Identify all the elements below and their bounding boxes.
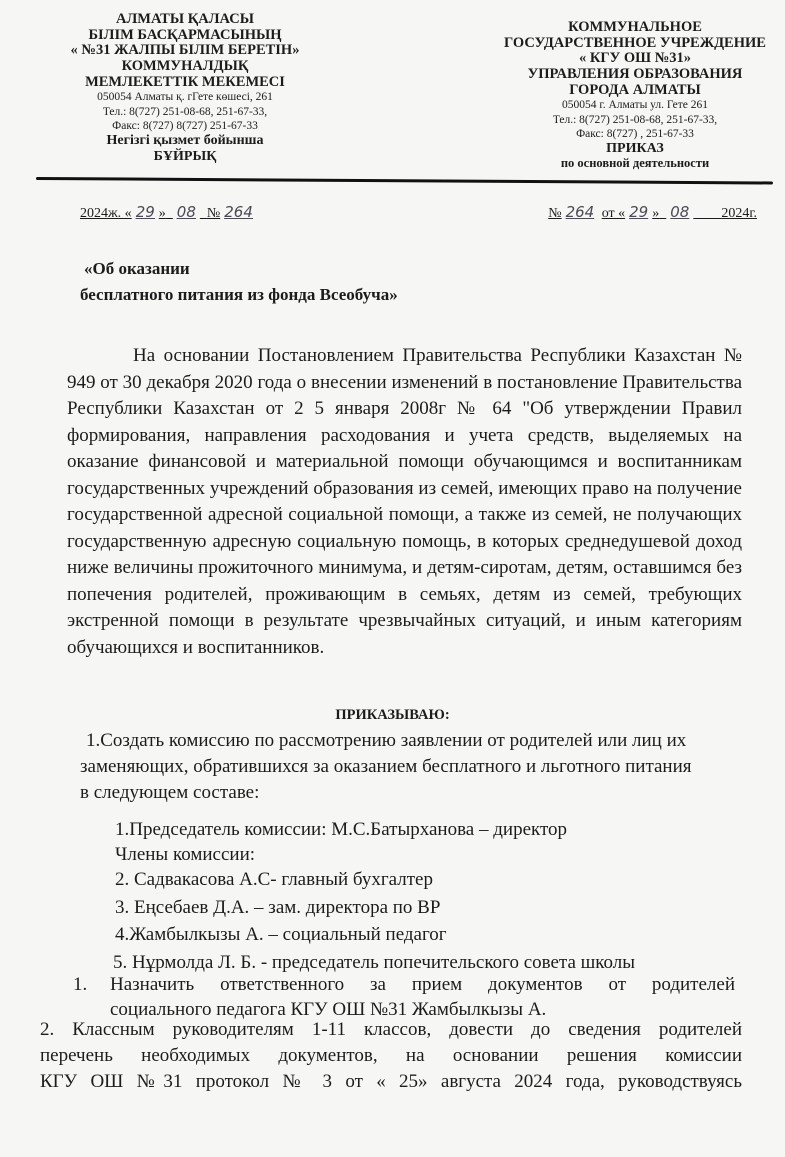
item1-line: 1.Создать комиссию по рассмотрению заявлении от родителей или лиц их — [86, 730, 687, 751]
item3-line: перечень необходимых документов, на основании решения комиссии — [40, 1045, 742, 1066]
commission-members-label: Члены комиссии: — [115, 843, 256, 865]
commission-member: 2. Садвакасова А.С- главный бухгалтер — [115, 869, 433, 890]
dateline-right-number: 264 — [565, 203, 595, 221]
dateline-right-day: 29 — [629, 203, 649, 221]
dateline-left-month: 08 — [176, 203, 196, 221]
dateline-left-day: 29 — [135, 203, 155, 221]
item3-line: 2. Классным руководителям 1-11 классов, довести до сведения родителей — [40, 1019, 742, 1040]
dateline-left-prefix: 2024ж. « — [80, 206, 132, 221]
title-line-2: бесплатного питания из фонда Всеобуча» — [80, 284, 398, 304]
header-left-line: МЕМЛЕКЕТТІК МЕКЕМЕСІ — [85, 73, 285, 90]
item2-line: Назначить ответственного за прием документов от родителей — [110, 974, 735, 995]
document-title — [80, 256, 398, 307]
dateline-left-no-label: № — [206, 206, 221, 221]
dateline-right-no-label: № — [548, 206, 562, 221]
item1-line: в следующем составе: — [80, 782, 260, 803]
header-right-line: « КГУ ОШ №31» — [578, 50, 692, 67]
dateline-left-number: 264 — [224, 203, 253, 221]
item2-number: 1. — [73, 974, 88, 995]
item1-line: заменяющих, обратившихся за оказанием бесплатного и льготного питания — [80, 756, 692, 777]
header-right-address: 050054 г. Алматы ул. Гете 261 — [561, 99, 709, 112]
header-left-address: 050054 Алматы қ. гГете көшесі, 261 — [97, 91, 273, 104]
order-item-2 — [73, 972, 735, 1022]
header-divider — [36, 177, 773, 185]
header-left-phone: Тел.: 8(727) 251-08-68, 251-67-33, — [102, 105, 268, 118]
title-line-1: «Об оказании — [84, 259, 190, 278]
dateline-right-quote: » — [652, 206, 660, 221]
header-left-activity: Негізгі қызмет бойынша — [106, 133, 264, 149]
dateline-right-year: 2024г. — [721, 206, 757, 221]
header-left-doctype: БҰЙРЫҚ — [153, 148, 217, 164]
commission-chair: 1.Председатель комиссии: М.С.Батырханова – директор — [115, 819, 568, 840]
preamble — [67, 343, 742, 661]
header-russian — [495, 20, 775, 170]
dateline-left-quote: » — [158, 206, 166, 221]
dateline-kazakh — [80, 203, 257, 222]
commission-member: 5. Нұрмолда Л. Б. - председатель попечительского совета школы — [113, 951, 636, 973]
commission-list — [115, 818, 635, 975]
dateline-russian — [548, 203, 757, 222]
item3-line: КГУ ОШ №31 протокол № 3 от « 25» августа 2024 года, руководствуясь — [40, 1071, 742, 1092]
header-kazakh — [40, 12, 330, 164]
dateline-right-from: от « — [601, 206, 626, 221]
header-right-line: УПРАВЛЕНИЯ ОБРАЗОВАНИЯ — [527, 65, 743, 82]
order-heading: ПРИКАЗЫВАЮ: — [335, 707, 450, 723]
dateline-right-month: 08 — [670, 203, 690, 221]
header-left-line: АЛМАТЫ ҚАЛАСЫ — [116, 11, 254, 27]
header-left-fax: Факс: 8(727) 8(727) 251-67-33 — [112, 120, 258, 133]
order-item-3 — [40, 1017, 742, 1095]
order-item-1 — [68, 728, 748, 806]
header-right-activity: по основной деятельности — [560, 155, 710, 170]
item2-line: социального педагога КГУ ОШ №31 Жамбылкызы А. — [110, 999, 547, 1020]
header-left-line: « №31 ЖАЛПЫ БІЛІМ БЕРЕТІН» — [70, 42, 300, 59]
header-left-line: БІЛІМ БАСҚАРМАСЫНЫҢ — [88, 26, 282, 43]
commission-member: 4.Жамбылкызы А. – социальный педагог — [115, 924, 447, 945]
header-right-line: ГОСУДАРСТВЕННОЕ УЧРЕЖДЕНИЕ — [504, 34, 766, 51]
header-right-fax: Факс: 8(727) , 251-67-33 — [576, 128, 694, 141]
header-left-line: КОММУНАЛДЫҚ — [121, 57, 249, 74]
header-right-doctype: ПРИКАЗ — [606, 141, 664, 157]
header-right-line: КОММУНАЛЬНОЕ — [568, 19, 702, 35]
commission-member: 3. Еңсебаев Д.А. – зам. директора по ВР — [115, 896, 441, 918]
header-right-phone: Тел.: 8(727) 251-08-68, 251-67-33, — [552, 113, 718, 126]
header-right-line: ГОРОДА АЛМАТЫ — [569, 81, 701, 98]
preamble-text: На основании Постановлением Правительства Республики Казахстан № 949 от 30 декабря 2020 года о внесении изменений в постановление Правительства Республики Казахстан от 2 5 января 2008г № 64 "Об утверждении Правил формирования, направления расходования и учета средств, выделяемых на оказание финансовой и материальной помощи обучающимся и воспитанникам государственных учреждений образования из семей, имеющих право на получение государственной адресной социальной помощи, а также из семей, не получающих государственную адресную социальную помощь, в которых среднедушевой доход ниже величины прожиточного минимума, и детям-сиротам, детям, оставшимся без попечения родителей, проживающим в семьях, детям из семей, требующих экстренной помощи в результате чрезвычайных ситуаций, и иным категориям обучающихся и воспитанников. — [67, 345, 742, 658]
